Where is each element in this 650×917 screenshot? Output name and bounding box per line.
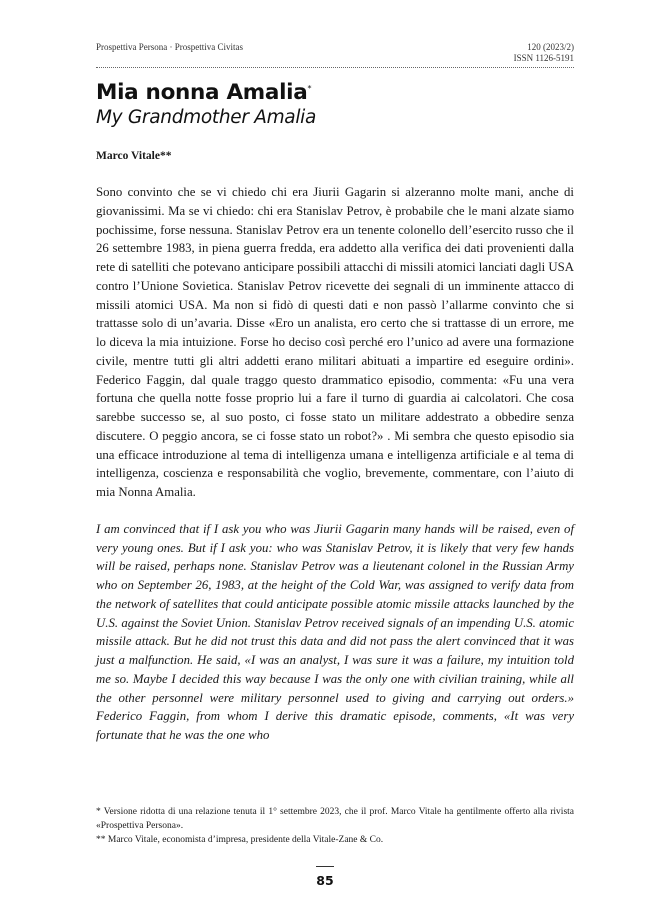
issue-number: 120 (2023/2) (527, 42, 574, 52)
page-number-text: 85 (316, 873, 334, 889)
journal-name: Prospettiva Persona · Prospettiva Civitas (96, 42, 243, 52)
running-header (96, 42, 574, 68)
title-text: Mia nonna Amalia (96, 80, 308, 106)
footnote-1: * Versione ridotta di una relazione tenuta il 1° settembre 2023, che il prof. Marco Vitale ha gentilmente offerto alla rivista «Prospettiva Persona». (96, 807, 574, 831)
footnote-2: ** Marco Vitale, economista d’impresa, presidente della Vitale-Zane & Co. (96, 835, 384, 845)
issn: ISSN 1126-5191 (513, 53, 574, 63)
issue-info (514, 42, 574, 64)
page-number-rule (316, 866, 334, 867)
title-footnote-marker: * (307, 84, 312, 93)
footnotes (96, 805, 574, 847)
author-name: Marco Vitale** (96, 150, 172, 163)
article-subtitle: My Grandmother Amalia (96, 107, 317, 129)
english-paragraph: I am convinced that if I ask you who was Jiurii Gagarin many hands will be raised, even of very young ones. But if I ask you: who was Stanislav Petrov, it is likely that very few hands will be raised, perhaps none. Stanislav Petrov was a lieutenant colonel in the Russian Army who on September 26, 1983, at the height of the Cold War, was assigned to verify data from the network of satellites that could anticipate possible atomic missile attacks launched by the U.S. against the Soviet Union. Stanislav Petrov received signals of an impending U.S. atomic missile attack. But he did not trust this data and did not pass the alert convinced that it was just a malfunction. He said, «I was an analyst, I was sure it was a failure, my intuition told me so. Maybe I decided this way because I was the only one with civilian training, while all the other personnel were military personnel used to giving and carrying out orders.» Federico Faggin, from whom I derive this dramatic episode, comments, «It was very fortunate that he was the one who (96, 521, 574, 743)
page-content (96, 42, 574, 758)
page-number (0, 866, 650, 889)
article-title (96, 76, 574, 105)
italian-paragraph: Sono convinto che se vi chiedo chi era Jiurii Gagarin si alzeranno molte mani, anche di giovanissimi. Ma se vi chiedo: chi era Stanislav Petrov, è probabile che le mani alzate siamo pochissime, forse nessuna. Stanislav Petrov era un tenente colonello dell’esercito russo che il 26 settembre 1983, in piena guerra fredda, era addetto alla verifica dei dati provenienti dalla rete di satelliti che potevano anticipare possibili attacchi di missili atomici lanciati dagli USA contro l’Unione Sovietica. Stanislav Petrov ricevette dei segnali di un imminente attacco di missili atomici USA. Ma non si fidò di questi dati e non passò l’allarme convinto che si trattasse solo di un’avaria. Disse «Ero un analista, ero certo che si trattasse di un errore, me lo diceva la mia intuizione. Forse ho deciso così perché ero l’unico ad avere una formazione civile, mentre tutti gli altri addetti erano militari abituati a impartire ed eseguire ordini». Federico Faggin, dal quale traggo questo drammatico episodio, commenta: «Fu una vera fortuna che quella notte fosse proprio lui a fare il turno di guardia ai calcolatori. Che cosa sarebbe successo se, al suo posto, ci fosse stato un militare addestrato a obbedire senza discutere. O peggio ancora, se ci fosse stato un robot?» . Mi sembra che questo episodio sia una efficace introduzione al tema di intelligenza umana e intelligenza artificiale e al tema di intelligenza, coscienza e responsabilità che voglio, brevemente, commentare, con l’aiuto di mia Nonna Amalia. (96, 185, 574, 500)
